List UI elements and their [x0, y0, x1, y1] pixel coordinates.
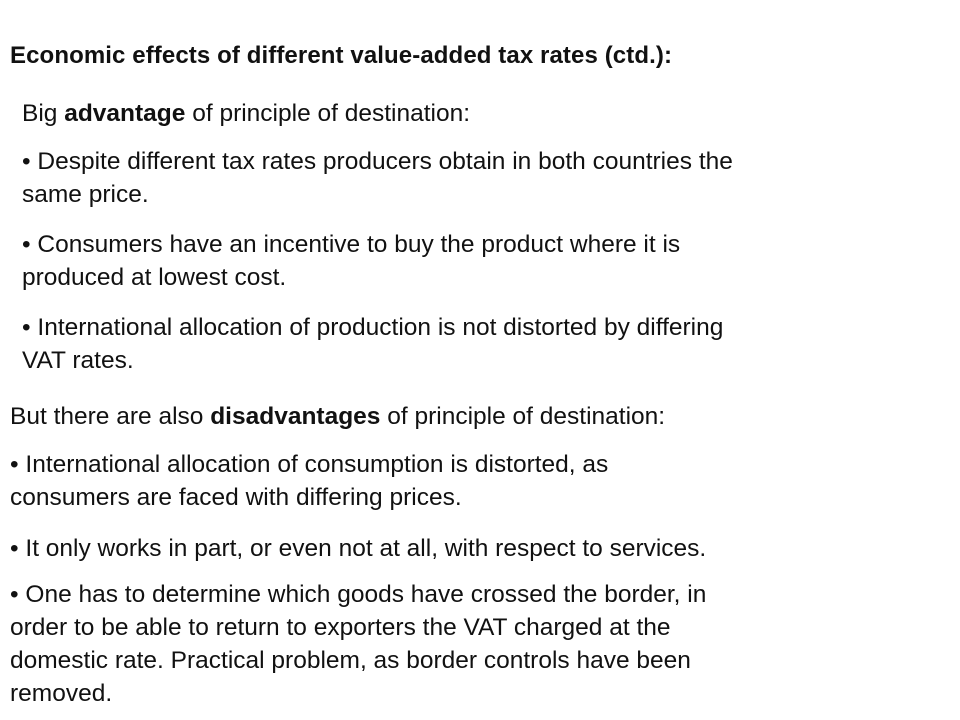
slide-title: Economic effects of different value-added tax rates (ctd.):	[10, 42, 673, 69]
advantage-bullet-2	[22, 228, 680, 294]
bullet-line: • International allocation of consumption is distorted, as	[10, 451, 609, 478]
bullet-line: • It only works in part, or even not at all, with respect to services.	[10, 535, 707, 562]
advantage-heading-prefix: Big	[22, 100, 65, 127]
disadvantage-heading-bold: disadvantages	[210, 403, 381, 430]
bullet-line: consumers are faced with differing prices.	[10, 484, 462, 511]
disadvantage-bullet-3	[10, 578, 706, 710]
advantage-bullet-1	[22, 145, 733, 211]
bullet-line: VAT rates.	[22, 347, 134, 374]
advantage-heading	[22, 97, 470, 130]
disadvantage-bullet-1	[10, 448, 608, 514]
disadvantage-heading	[10, 400, 665, 433]
bullet-line: domestic rate. Practical problem, as border controls have been	[10, 647, 691, 674]
bullet-line: • International allocation of production is not distorted by differing	[22, 314, 724, 341]
advantage-heading-bold: advantage	[64, 100, 186, 127]
advantage-heading-suffix: of principle of destination:	[185, 100, 471, 127]
disadvantage-heading-prefix: But there are also	[10, 403, 211, 430]
bullet-line: • One has to determine which goods have crossed the border, in	[10, 581, 707, 608]
advantage-bullet-3	[22, 311, 723, 377]
bullet-line: • Consumers have an incentive to buy the product where it is	[22, 231, 681, 258]
disadvantage-bullet-2	[10, 532, 706, 565]
disadvantage-heading-suffix: of principle of destination:	[380, 403, 666, 430]
bullet-line: same price.	[22, 181, 149, 208]
bullet-line: order to be able to return to exporters the VAT charged at the	[10, 614, 671, 641]
bullet-line: produced at lowest cost.	[22, 264, 287, 291]
bullet-line: removed.	[10, 680, 113, 707]
bullet-line: • Despite different tax rates producers obtain in both countries the	[22, 148, 733, 175]
